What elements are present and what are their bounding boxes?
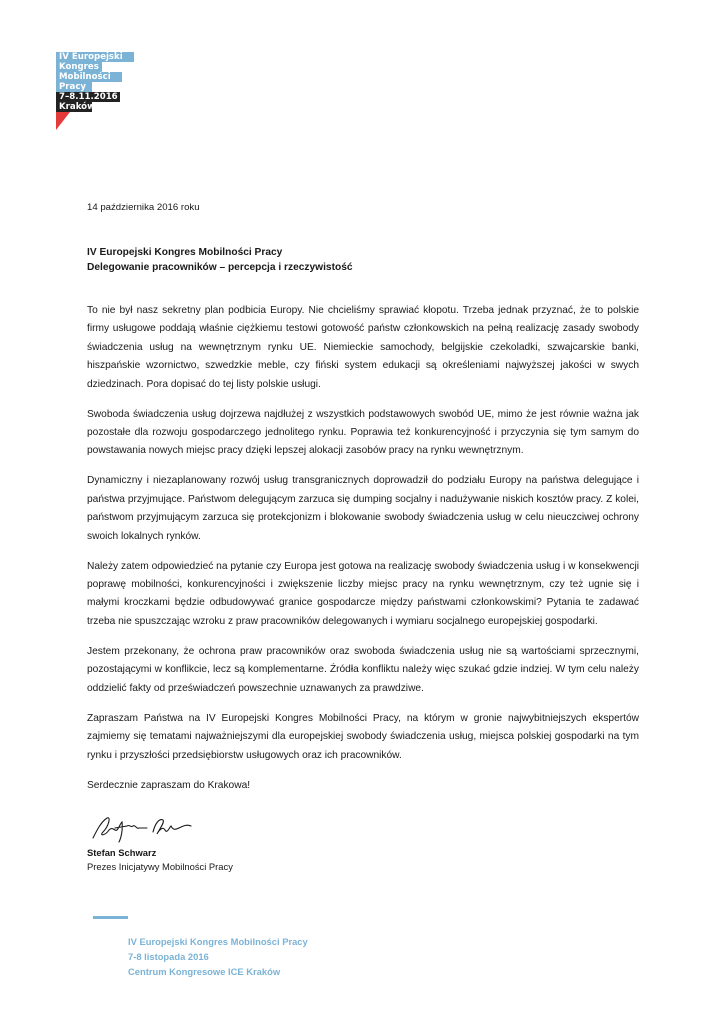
paragraph: Dynamiczny i niezaplanowany rozwój usług transgranicznych doprowadził do podziału Europy na państwa delegujące i państwa przyjmujące. Państwom delegującym zarzuca się dumping socjalny i nadużywanie niskich kosztów pracy. Z kolei, państwom przyjmującym zarzuca się protekcjonizm i blokowanie swobody świadczenia usług w celu nieuczciwej ochrony swoich lokalnych rynków. — [87, 475, 639, 542]
logo-line: IV Europejski — [56, 52, 134, 62]
signer-title: Prezes Inicjatywy Mobilności Pracy — [87, 861, 233, 872]
congress-logo — [56, 52, 136, 130]
heading-subtitle: Delegowanie pracowników – percepcja i rzeczywistość — [87, 262, 353, 273]
footer-accent-bar — [93, 916, 128, 919]
logo-city: Kraków — [56, 102, 92, 112]
footer-venue: Centrum Kongresowe ICE Kraków — [128, 966, 281, 977]
logo-line: Kongres — [56, 62, 102, 72]
closing-line: Serdecznie zapraszam do Krakowa! — [87, 779, 251, 791]
paragraph: Zapraszam Państwa na IV Europejski Kongres Mobilności Pracy, na którym w gronie najwybitniejszych ekspertów zajmiemy się tematami najważniejszymi dla europejskiej swobody świadczenia usług, miejsca polskiej gospodarki na tym rynku i przyszłości przedsiębiorstw usługowych oraz ich pracowników. — [87, 712, 639, 761]
letter-date: 14 października 2016 roku — [87, 202, 200, 213]
letter-body — [87, 302, 639, 807]
letter-heading — [87, 245, 353, 275]
logo-line: Mobilności — [56, 72, 122, 82]
logo-red-triangle — [56, 112, 70, 130]
paragraph: Swoboda świadczenia usług dojrzewa najdłużej z wszystkich podstawowych swobód UE, mimo że jest równie ważna jak pozostałe dla rozwoju gospodarczego jednolitego rynku. Poprawia też konkurencyjność i przyczynia się tym samym do powstawania nowych miejsc pracy dzięki lepszej alokacji zasobów pracy na rynku wewnętrznym. — [87, 408, 639, 457]
signer-name: Stefan Schwarz — [87, 847, 157, 858]
logo-line: Pracy — [56, 82, 92, 92]
footer-dates: 7-8 listopada 2016 — [128, 951, 209, 962]
footer-event: IV Europejski Kongres Mobilności Pracy — [128, 936, 308, 947]
paragraph: To nie był nasz sekretny plan podbicia Europy. Nie chcieliśmy sprawiać kłopotu. Trzeba jednak przyznać, że to polskie firmy usługowe poddają właśnie ciężkiemu testowi gotowość państw członkowskich na pełną realizację zasady swobody świadczenia usług na wewnętrznym rynku UE. Niemieckie samochody, belgijskie czekoladki, szwajcarskie banki, hiszpańskie wzornictwo, szwedzkie meble, czy fiński system edukacji są określeniami najwyższej jakości w swych dziedzinach. Pora dopisać do tej listy polskie usługi. — [87, 305, 639, 390]
handwritten-signature — [87, 808, 197, 846]
footer — [128, 934, 308, 979]
paragraph: Należy zatem odpowiedzieć na pytanie czy Europa jest gotowa na realizację swobody świadczenia usług i w konsekwencji poprawę mobilności, konkurencyjności i zwiększenie liczby miejsc pracy na rynku wewnętrznym, czy też ugnie się i małymi kroczkami będzie odbudowywać granice gospodarcze między państwami członkowskimi? Pytania te zadawać trzeba nie spuszczając wzroku z praw pracowników delegowanych i wymiaru socjalnego europejskiej gospodarki. — [87, 560, 639, 627]
heading-title: IV Europejski Kongres Mobilności Pracy — [87, 247, 283, 258]
signer-block — [87, 846, 233, 874]
paragraph: Jestem przekonany, że ochrona praw pracowników oraz swoboda świadczenia usług nie są wartościami sprzecznymi, pozostającymi w konflikcie, lecz są komplementarne. Źródła konfliktu należy więc szukać gdzie indziej. W tym celu należy oddzielić fakty od przeświadczeń powszechnie uznawanych za prawdziwe. — [87, 645, 639, 694]
logo-date: 7–8.11.2016 — [56, 92, 120, 102]
